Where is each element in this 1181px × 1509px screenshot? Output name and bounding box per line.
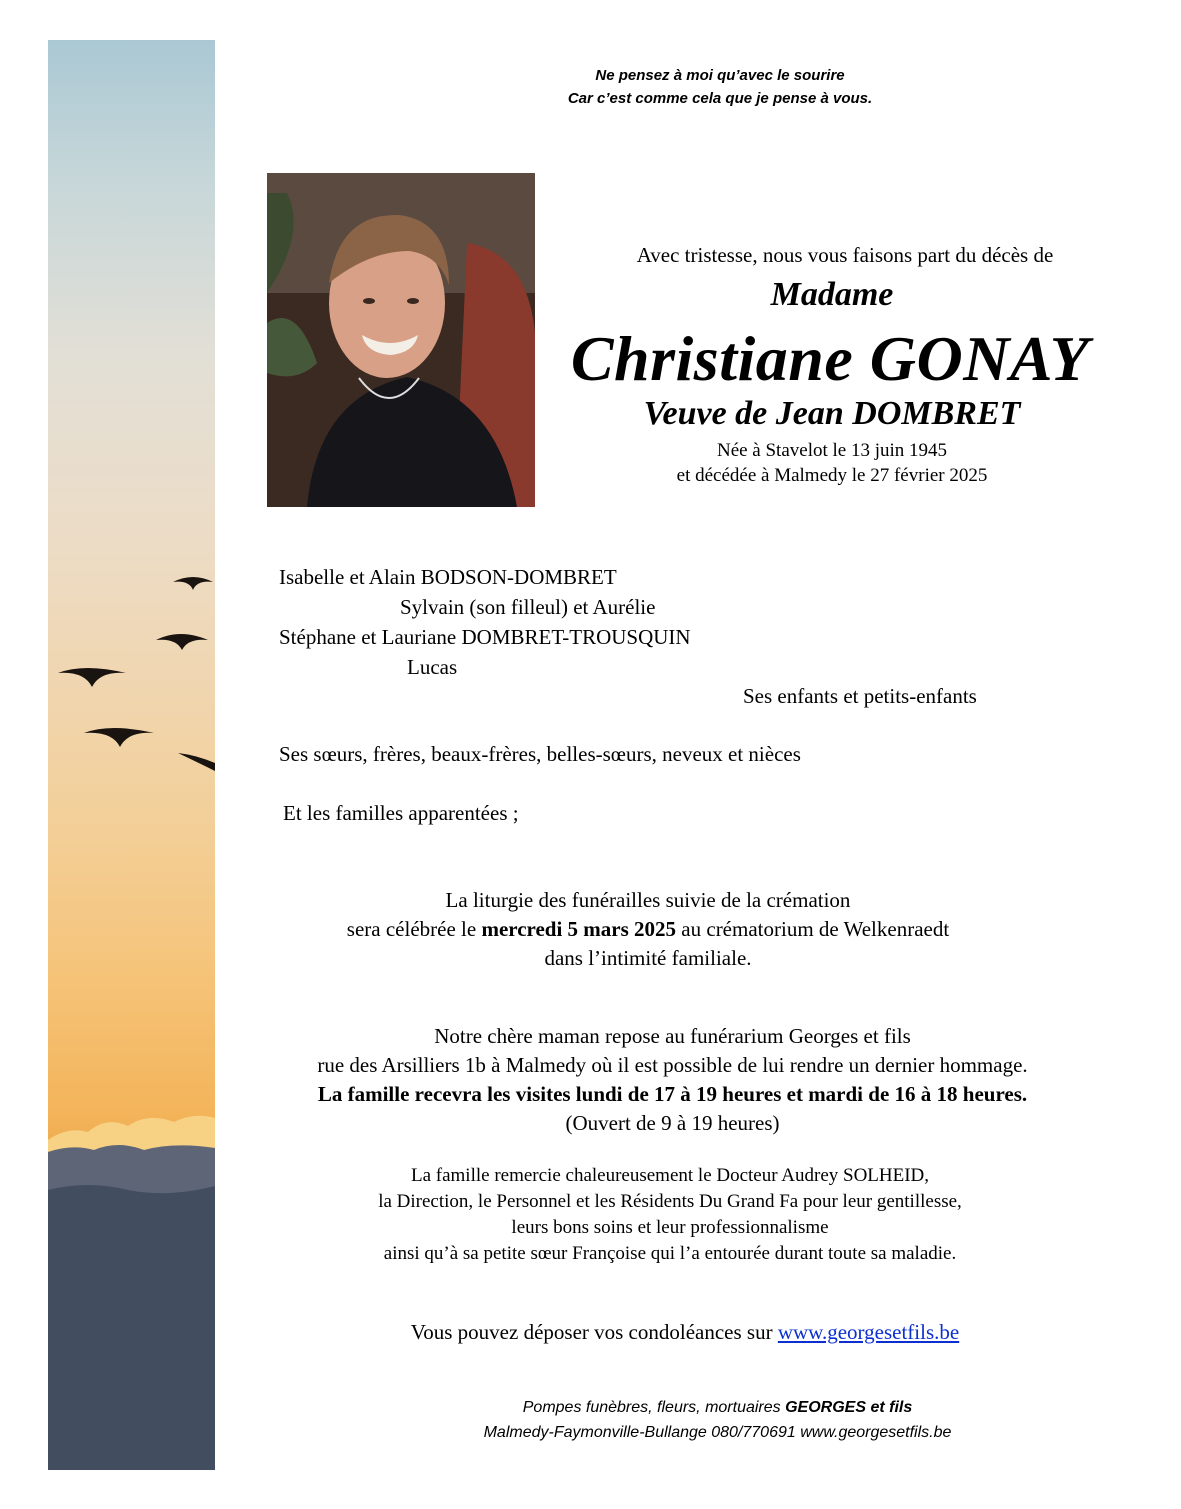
announcement-title: Madame	[770, 276, 894, 313]
epitaph-line-1: Ne pensez à moi qu’avec le sourire	[595, 67, 845, 84]
thanks-line-3: leurs bons soins et leur professionnalisme	[511, 1217, 829, 1238]
sky-banner-image	[48, 40, 215, 1470]
condolences-text: Vous pouvez déposer vos condoléances sur	[410, 1320, 778, 1344]
condolences	[300, 1318, 1070, 1347]
ceremony-line-1: La liturgie des funérailles suivie de la crémation	[445, 888, 851, 912]
epitaph	[420, 64, 1020, 110]
visit-line-1: Notre chère maman repose au funérarium Georges et fils	[434, 1024, 911, 1048]
ceremony-info	[300, 886, 1100, 973]
footer-line-1: Pompes funèbres, fleurs, mortuaires GEORGES et fils	[522, 1399, 913, 1416]
visit-line-4: (Ouvert de 9 à 19 heures)	[565, 1111, 780, 1135]
thanks-line-4: ainsi qu’à sa petite sœur Françoise qui l’a entourée durant toute sa maladie.	[383, 1243, 957, 1264]
family-line-3: Stéphane et Lauriane DOMBRET-TROUSQUIN	[279, 625, 691, 649]
footer-brand: GEORGES et fils	[785, 1399, 913, 1416]
family-line-5: Ses enfants et petits-enfants	[743, 684, 977, 708]
widow-of: Veuve de Jean DOMBRET	[643, 395, 1021, 432]
birth-line: Née à Stavelot le 13 juin 1945	[716, 440, 948, 461]
announcement-intro: Avec tristesse, nous vous faisons part du décès de	[636, 243, 1054, 267]
visit-line-2: rue des Arsilliers 1b à Malmedy où il est possible de lui rendre un dernier hommage.	[317, 1053, 1028, 1077]
thanks-line-2: la Direction, le Personnel et les Résidents Du Grand Fa pour leur gentillesse,	[378, 1191, 962, 1212]
birds-and-clouds-illustration	[48, 40, 215, 1470]
family-line-2: Sylvain (son filleul) et Aurélie	[400, 595, 656, 619]
footer-line-2: Malmedy-Faymonville-Bullange 080/770691 www.georgesetfils.be	[483, 1424, 952, 1441]
ceremony-line-2: sera célébrée le mercredi 5 mars 2025 au crématorium de Welkenraedt	[346, 917, 950, 941]
family-line-1: Isabelle et Alain BODSON-DOMBRET	[279, 565, 617, 589]
visit-info	[220, 1022, 1125, 1138]
family-line-7: Et les familles apparentées ;	[283, 801, 519, 825]
family-line-6: Ses sœurs, frères, beaux-frères, belles-sœurs, neveux et nièces	[279, 742, 801, 766]
ceremony-date: mercredi 5 mars 2025	[481, 917, 677, 941]
epitaph-line-2: Car c’est comme cela que je pense à vous.	[567, 90, 873, 107]
thanks-line-1: La famille remercie chaleureusement le Docteur Audrey SOLHEID,	[410, 1165, 930, 1186]
thanks-info	[250, 1163, 1090, 1267]
family-line-4: Lucas	[407, 655, 458, 679]
condolences-link[interactable]: www.georgesetfils.be	[777, 1320, 960, 1344]
visit-line-3: La famille recevra les visites lundi de 17 à 19 heures et mardi de 16 à 18 heures.	[317, 1082, 1028, 1106]
death-line: et décédée à Malmedy le 27 février 2025	[676, 465, 988, 486]
footer	[380, 1395, 1055, 1445]
ceremony-line-3: dans l’intimité familiale.	[544, 946, 752, 970]
deceased-name: Christiane GONAY	[570, 323, 1090, 394]
portrait-photo	[267, 173, 535, 507]
birth-death-info	[532, 438, 1132, 488]
